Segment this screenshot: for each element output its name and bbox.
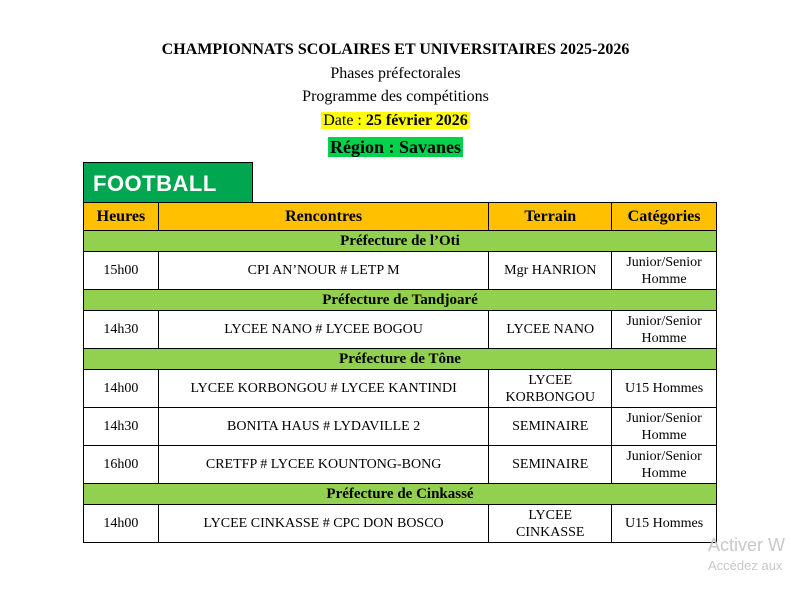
match-category (612, 311, 717, 349)
venue-line-2: KORBONGOU (505, 389, 595, 405)
column-header-categories: Catégories (612, 203, 717, 231)
prefecture-name: Préfecture de Tandjoaré (84, 290, 717, 311)
venue-line-1: LYCEE (528, 372, 573, 388)
region-label: Région : Savanes (329, 137, 461, 157)
match-venue: Mgr HANRION (489, 252, 612, 290)
category-line-1: Junior/Senior (626, 410, 702, 426)
match-teams: LYCEE KORBONGOU # LYCEE KANTINDI (158, 370, 489, 408)
date-line (0, 109, 791, 133)
document-header (0, 38, 791, 160)
match-category (612, 446, 717, 484)
match-venue (489, 505, 612, 543)
date-prefix: Date : (323, 112, 366, 129)
match-category: U15 Hommes (612, 370, 717, 408)
watermark-line-1: Activer W (708, 535, 786, 555)
match-time: 14h30 (84, 311, 159, 349)
prefecture-row (84, 484, 717, 505)
column-header-heures: Heures (84, 203, 159, 231)
prefecture-row (84, 349, 717, 370)
table-row (84, 370, 717, 408)
date-value: 25 février 2026 (365, 112, 468, 129)
match-teams: CRETFP # LYCEE KOUNTONG-BONG (158, 446, 489, 484)
match-teams: BONITA HAUS # LYDAVILLE 2 (158, 408, 489, 446)
venue-line-2: CINKASSE (516, 524, 585, 540)
category-line-1: Junior/Senior (626, 254, 702, 270)
table-row (84, 252, 717, 290)
match-teams: CPI AN’NOUR # LETP M (158, 252, 489, 290)
match-category: U15 Hommes (612, 505, 717, 543)
column-header-rencontres: Rencontres (158, 203, 489, 231)
championship-title: CHAMPIONNATS SCOLAIRES ET UNIVERSITAIRES 2025-2026 (161, 41, 630, 58)
category-line-2: Homme (641, 465, 687, 481)
prefecture-name: Préfecture de l’Oti (84, 231, 717, 252)
category-line-2: Homme (641, 271, 687, 287)
table-row (84, 505, 717, 543)
date-highlight (321, 112, 470, 129)
prefecture-name: Préfecture de Tône (84, 349, 717, 370)
prefecture-row (84, 290, 717, 311)
match-time: 14h30 (84, 408, 159, 446)
column-header-terrain: Terrain (489, 203, 612, 231)
watermark-line-2: Accédez aux (708, 558, 783, 573)
category-line-1: Junior/Senior (626, 313, 702, 329)
phase-subtitle: Phases préfectorales (330, 65, 461, 82)
table-row (84, 311, 717, 349)
category-line-2: Homme (641, 427, 687, 443)
match-category (612, 252, 717, 290)
match-venue (489, 370, 612, 408)
table-row (84, 408, 717, 446)
windows-activation-watermark (708, 534, 785, 576)
match-time: 15h00 (84, 252, 159, 290)
sport-label: FOOTBALL (83, 162, 253, 202)
schedule-table (83, 202, 717, 543)
venue-line-1: LYCEE (528, 507, 573, 523)
category-line-2: Homme (641, 330, 687, 346)
match-time: 14h00 (84, 505, 159, 543)
match-venue: SEMINAIRE (489, 446, 612, 484)
region-line (0, 134, 791, 160)
match-venue: SEMINAIRE (489, 408, 612, 446)
table-row (84, 446, 717, 484)
category-line-1: Junior/Senior (626, 448, 702, 464)
match-teams: LYCEE CINKASSE # CPC DON BOSCO (158, 505, 489, 543)
table-header-row (84, 203, 717, 231)
prefecture-row (84, 231, 717, 252)
match-category (612, 408, 717, 446)
match-teams: LYCEE NANO # LYCEE BOGOU (158, 311, 489, 349)
match-time: 16h00 (84, 446, 159, 484)
prefecture-name: Préfecture de Cinkassé (84, 484, 717, 505)
match-venue: LYCEE NANO (489, 311, 612, 349)
match-time: 14h00 (84, 370, 159, 408)
programme-subtitle: Programme des compétitions (302, 88, 489, 105)
